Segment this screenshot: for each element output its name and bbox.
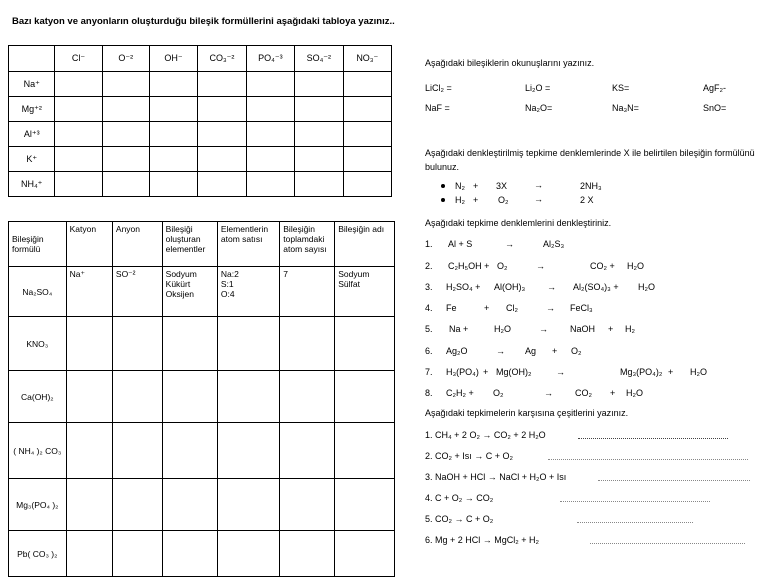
table1-cell[interactable]	[149, 72, 197, 97]
table2-formula: Pb( CO₃ )₂	[9, 531, 67, 577]
section1-item: AgF₂-	[703, 83, 726, 93]
table1-row-header: K⁺	[9, 147, 55, 172]
equation-part: Cl₂	[506, 303, 518, 313]
equation-number: 1.	[425, 239, 433, 249]
equation-part: Fe	[446, 303, 457, 313]
table1-cell[interactable]	[295, 72, 343, 97]
equation-part: →	[547, 282, 556, 292]
table2-header: Katyon	[66, 222, 112, 267]
bullet-icon	[441, 184, 445, 188]
table1-cell[interactable]	[295, 147, 343, 172]
table2-header: Bileşiğin adı	[335, 222, 395, 267]
equation-part: +	[608, 324, 614, 334]
eq2-part: →	[534, 194, 543, 204]
answer-line[interactable]	[578, 438, 728, 439]
page-title: Bazı katyon ve anyonların oluşturduğu bileşik formüllerini aşağıdaki tabloya yazınız..	[12, 16, 395, 27]
equation-part: Mg₃(PO₄)₂	[620, 367, 663, 377]
table1-cell[interactable]	[343, 122, 391, 147]
equation-part: +	[484, 303, 490, 313]
reaction-item: 6. Mg + 2 HCl → MgCl₂ + H₂	[425, 535, 540, 545]
equation-part: →	[556, 367, 565, 377]
table2-cell-toplam[interactable]	[280, 423, 335, 479]
table2-formula: Mg₃(PO₄ )₂	[9, 479, 67, 531]
table2-cell-toplam[interactable]: 7	[280, 267, 335, 317]
section1-item: KS=	[612, 83, 630, 93]
equation-number: 6.	[425, 346, 433, 356]
equation-number: 7.	[425, 367, 433, 377]
table2-formula: Ca(OH)₂	[9, 371, 67, 423]
answer-line[interactable]	[560, 501, 710, 502]
table1-cell[interactable]	[198, 172, 246, 197]
section4-heading: Aşağıdaki tepkimelerin karşısına çeşitlerini yazınız.	[425, 408, 629, 418]
equation-part: H₃(PO₄)	[446, 367, 479, 377]
table2-header: Bileşiği oluşturan elementler	[162, 222, 217, 267]
table1-cell[interactable]	[149, 97, 197, 122]
table2-formula: Na₂SO₄	[9, 267, 67, 317]
equation-part: H₂SO₄ +	[446, 282, 481, 292]
eq1-part: 2NH₃	[580, 181, 602, 191]
table2-cell-anyon[interactable]	[112, 423, 162, 479]
compound-details-table	[8, 221, 395, 577]
equation-part: H₂O	[626, 388, 643, 398]
equation-part: +	[610, 388, 616, 398]
equation-part: Ag	[525, 346, 537, 356]
table1-cell[interactable]	[102, 122, 149, 147]
equation-part: →	[539, 324, 548, 334]
table2-cell-elementler[interactable]	[162, 423, 217, 479]
table1-cell[interactable]	[295, 172, 343, 197]
equation-part: Al₂S₃	[543, 239, 565, 249]
section1-item: LiCl₂ =	[425, 83, 452, 93]
table1-header: PO₄⁻³	[246, 46, 294, 72]
table2-cell-atom[interactable]	[217, 371, 279, 423]
reaction-item: 5. CO₂ → C + O₂	[425, 514, 494, 524]
answer-line[interactable]	[590, 543, 745, 544]
table2-formula: KNO₃	[9, 317, 67, 371]
table2-cell-katyon[interactable]	[66, 317, 112, 371]
reaction-item: 1. CH₄ + 2 O₂ → CO₂ + 2 H₂O	[425, 430, 546, 440]
table1-cell[interactable]	[55, 172, 102, 197]
table2-cell-ad[interactable]	[335, 531, 395, 577]
table2-cell-atom[interactable]	[217, 531, 279, 577]
table1-row-header: Mg⁺²	[9, 97, 55, 122]
eq1-part: 3X	[496, 181, 508, 191]
equation-number: 2.	[425, 261, 433, 271]
equation-part: Al₂(SO₄)₃ +	[573, 282, 619, 292]
table1-cell[interactable]	[246, 122, 294, 147]
table1-cell[interactable]	[55, 122, 102, 147]
table2-header: Anyon	[112, 222, 162, 267]
equation-part: O₂	[497, 261, 508, 271]
table1-cell[interactable]	[246, 172, 294, 197]
table2-cell-katyon[interactable]	[66, 423, 112, 479]
table1-cell[interactable]	[149, 172, 197, 197]
table2-cell-ad[interactable]	[335, 371, 395, 423]
table1-cell[interactable]	[55, 97, 102, 122]
table1-cell[interactable]	[343, 72, 391, 97]
table1-cell[interactable]	[246, 72, 294, 97]
table1-header: NO₃⁻	[343, 46, 391, 72]
table1-cell[interactable]	[149, 122, 197, 147]
reaction-item: 2. CO₂ + Isı → C + O₂	[425, 451, 514, 461]
table1-cell[interactable]	[55, 72, 102, 97]
equation-number: 8.	[425, 388, 433, 398]
equation-part: CO₂	[575, 388, 592, 398]
equation-part: +	[483, 367, 489, 377]
equation-part: Mg(OH)₂	[496, 367, 532, 377]
table2-cell-katyon[interactable]	[66, 479, 112, 531]
equation-part: FeCl₃	[570, 303, 593, 313]
table1-cell[interactable]	[102, 97, 149, 122]
table2-cell-katyon[interactable]	[66, 371, 112, 423]
bullet-icon	[441, 198, 445, 202]
table2-header: Elementlerin atom satısı	[217, 222, 279, 267]
table2-cell-elementler[interactable]	[162, 371, 217, 423]
table2-cell-elementler[interactable]	[162, 317, 217, 371]
table2-cell-toplam[interactable]	[280, 479, 335, 531]
table1-cell[interactable]	[295, 97, 343, 122]
section1-item: SnO=	[703, 103, 727, 113]
eq2-part: O₂	[498, 195, 509, 205]
table1-cell[interactable]	[198, 122, 246, 147]
section1-item: Na₂O=	[525, 103, 553, 113]
table1-header: OH⁻	[149, 46, 197, 72]
table2-cell-anyon[interactable]	[112, 531, 162, 577]
equation-part: CO₂ +	[590, 261, 615, 271]
table1-cell[interactable]	[198, 97, 246, 122]
answer-line[interactable]	[548, 459, 748, 460]
table1-cell[interactable]	[102, 72, 149, 97]
table1-row-header: Al⁺³	[9, 122, 55, 147]
table2-cell-toplam[interactable]	[280, 531, 335, 577]
table1-cell[interactable]	[343, 172, 391, 197]
table1-cell[interactable]	[295, 122, 343, 147]
table2-cell-elementler[interactable]	[162, 531, 217, 577]
equation-part: H₂O	[690, 367, 707, 377]
table2-header: Bileşiğin formülü	[9, 222, 67, 267]
equation-part: Al(OH)₃	[494, 282, 526, 292]
table2-cell-elementler[interactable]	[162, 479, 217, 531]
table2-cell-ad[interactable]	[335, 423, 395, 479]
table1-header: SO₄⁻²	[295, 46, 343, 72]
table2-cell-katyon[interactable]: Na⁺	[66, 267, 112, 317]
table1-header: CO₃⁻²	[198, 46, 246, 72]
table2-cell-anyon[interactable]	[112, 317, 162, 371]
table1-header	[9, 46, 55, 72]
table2-cell-atom[interactable]	[217, 479, 279, 531]
equation-part: O₂	[571, 346, 582, 356]
equation-part: →	[496, 346, 505, 356]
section1-item: NaF =	[425, 103, 450, 113]
table2-cell-ad[interactable]: Sodyum Sülfat	[335, 267, 395, 317]
equation-part: →	[536, 261, 545, 271]
eq2-part: H₂	[455, 195, 465, 205]
answer-line[interactable]	[577, 522, 693, 523]
answer-line[interactable]	[598, 480, 750, 481]
table2-cell-atom[interactable]: Na:2 S:1 O:4	[217, 267, 279, 317]
section1-item: Li₂O =	[525, 83, 551, 93]
table1-cell[interactable]	[198, 72, 246, 97]
table1-cell[interactable]	[102, 147, 149, 172]
table2-cell-katyon[interactable]	[66, 531, 112, 577]
equation-part: H₂	[625, 324, 635, 334]
equation-part: C₂H₂ +	[446, 388, 474, 398]
reaction-item: 3. NaOH + HCl → NaCl + H₂O + Isı	[425, 472, 567, 482]
section1-item: Na₃N=	[612, 103, 639, 113]
table1-cell[interactable]	[246, 147, 294, 172]
equation-part: Na +	[449, 324, 469, 334]
equation-number: 3.	[425, 282, 433, 292]
equation-part: H₂O	[494, 324, 511, 334]
table1-row-header: Na⁺	[9, 72, 55, 97]
ion-compound-table	[8, 45, 392, 197]
equation-part: +	[668, 367, 674, 377]
table2-cell-atom[interactable]	[217, 423, 279, 479]
equation-part: Al + S	[448, 239, 473, 249]
table1-cell[interactable]	[343, 147, 391, 172]
table2-cell-elementler[interactable]: Sodyum Kükürt Oksijen	[162, 267, 217, 317]
table2-header: Bileşiğin toplamdaki atom sayısı	[280, 222, 335, 267]
table2-cell-toplam[interactable]	[280, 371, 335, 423]
equation-part: H₂O	[627, 261, 644, 271]
table1-cell[interactable]	[55, 147, 102, 172]
table2-cell-atom[interactable]	[217, 317, 279, 371]
table1-cell[interactable]	[198, 147, 246, 172]
table2-cell-ad[interactable]	[335, 479, 395, 531]
eq1-part: +	[473, 181, 479, 191]
eq2-part: +	[473, 195, 479, 205]
table2-cell-anyon[interactable]	[112, 371, 162, 423]
equation-number: 4.	[425, 303, 433, 313]
table1-cell[interactable]	[246, 97, 294, 122]
section2-heading: Aşağıdaki denkleştirilmiş tepkime denklemlerinde X ile belirtilen bileşiğin formülünü bulunuz.	[425, 148, 755, 172]
equation-number: 5.	[425, 324, 433, 334]
equation-part: H₂O	[638, 282, 655, 292]
table1-header: O⁻²	[102, 46, 149, 72]
eq2-part: 2 X	[580, 195, 594, 205]
equation-part: →	[546, 303, 555, 313]
equation-part: →	[544, 388, 553, 398]
equation-part: O₂	[493, 388, 504, 398]
section3-heading: Aşağıdaki tepkime denklemlerini denkleştiriniz.	[425, 218, 612, 228]
table1-cell[interactable]	[102, 172, 149, 197]
eq1-part: N₂	[455, 181, 465, 191]
table1-row-header: NH₄⁺	[9, 172, 55, 197]
equation-part: Ag₂O	[446, 346, 468, 356]
section1-heading: Aşağıdaki bileşiklerin okunuşlarını yazınız.	[425, 58, 595, 68]
table2-formula: ( NH₄ )₂ CO₃	[9, 423, 67, 479]
equation-part: →	[505, 239, 514, 249]
table2-cell-anyon[interactable]: SO⁻²	[112, 267, 162, 317]
reaction-item: 4. C + O₂ → CO₂	[425, 493, 494, 503]
table2-cell-anyon[interactable]	[112, 479, 162, 531]
eq1-part: →	[534, 180, 543, 190]
table1-cell[interactable]	[149, 147, 197, 172]
equation-part: NaOH	[570, 324, 596, 334]
table1-cell[interactable]	[343, 97, 391, 122]
equation-part: +	[552, 346, 558, 356]
table1-header: Cl⁻	[55, 46, 102, 72]
table2-cell-toplam[interactable]	[280, 317, 335, 371]
equation-part: C₂H₅OH +	[448, 261, 490, 271]
table2-cell-ad[interactable]	[335, 317, 395, 371]
